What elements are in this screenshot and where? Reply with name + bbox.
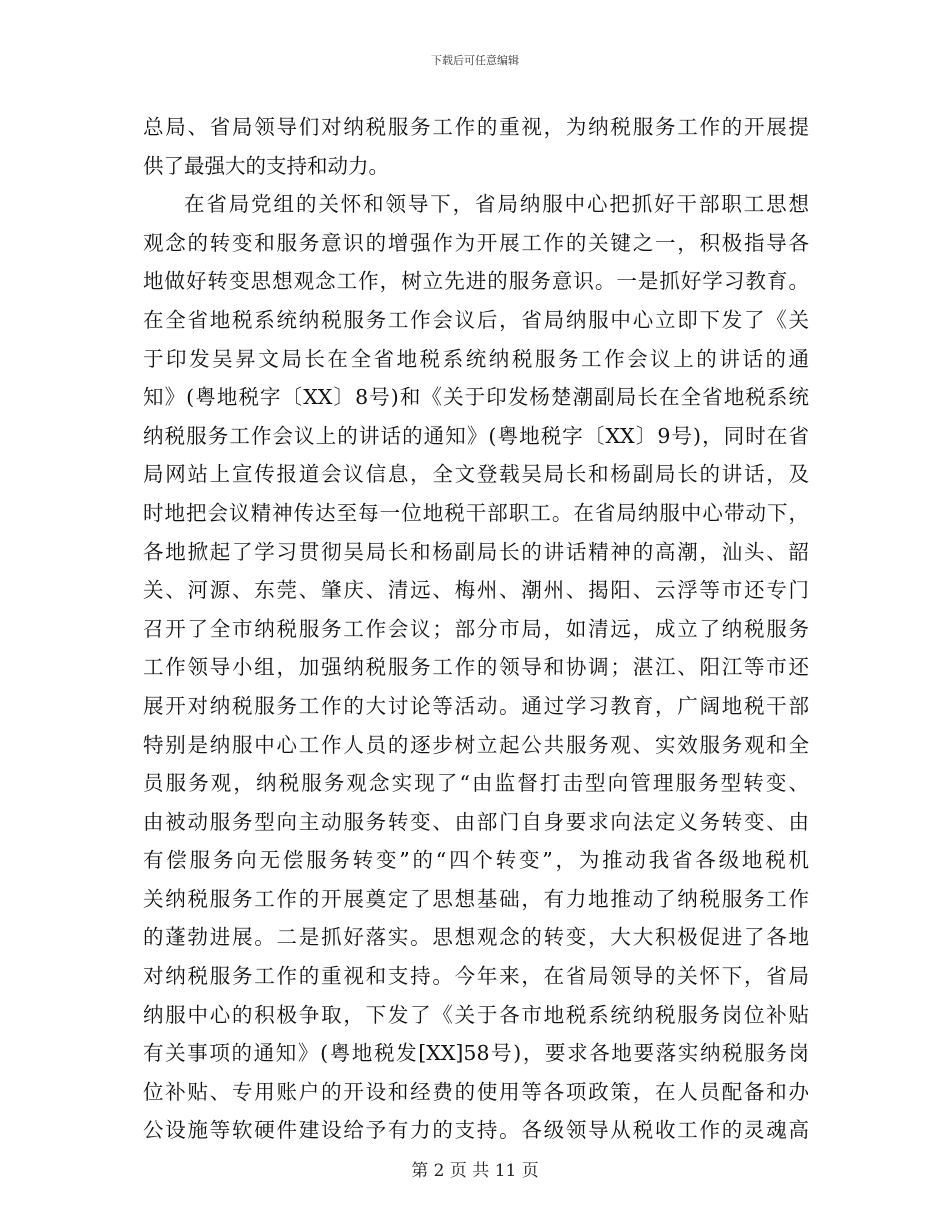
text-line: 在省局党组的关怀和领导下，省局纳服中心把抓好干部职工思想 xyxy=(184,192,809,217)
text-line: 观念的转变和服务意识的增强作为开展工作的关键之一，积极指导各 xyxy=(143,230,809,255)
text-line: 员服务观，纳税服务观念实现了“由监督打击型向管理服务型转变、 xyxy=(143,771,809,796)
text-line: 关纳税服务工作的开展奠定了思想基础，有力地推动了纳税服务工作 xyxy=(143,886,809,911)
text-line: 于印发吴昇文局长在全省地税系统纳税服务工作会议上的讲话的通 xyxy=(143,346,809,371)
page-header: 下载后可任意编辑 xyxy=(431,54,519,67)
text-line: 纳税服务工作会议上的讲话的通知》(粤地税字〔XX〕9号)，同时在省 xyxy=(143,423,809,448)
text-line: 位补贴、专用账户的开设和经费的使用等各项政策，在人员配备和办 xyxy=(143,1079,809,1104)
text-line: 供了最强大的支持和动力。 xyxy=(143,153,389,178)
text-line: 时地把会议精神传达至每一位地税干部职工。在省局纳服中心带动下， xyxy=(143,500,809,525)
text-line: 有关事项的通知》(粤地税发[XX]58号)，要求各地要落实纳税服务岗 xyxy=(143,1041,809,1066)
text-line: 在全省地税系统纳税服务工作会议后，省局纳服中心立即下发了《关 xyxy=(143,307,809,332)
text-line: 总局、省局领导们对纳税服务工作的重视，为纳税服务工作的开展提 xyxy=(143,115,809,139)
text-line: 由被动服务型向主动服务转变、由部门自身要求向法定义务转变、由 xyxy=(143,809,809,834)
text-line: 地做好转变思想观念工作，树立先进的服务意识。一是抓好学习教育。 xyxy=(143,269,809,294)
page-number-footer: 第 2 页 共 11 页 xyxy=(411,1161,539,1181)
text-line: 局网站上宣传报道会议信息，全文登载吴局长和杨副局长的讲话，及 xyxy=(143,462,809,487)
text-line: 召开了全市纳税服务工作会议；部分市局，如清远，成立了纳税服务 xyxy=(143,616,809,641)
document-body xyxy=(143,108,809,1150)
text-line: 关、河源、东莞、肇庆、清远、梅州、潮州、揭阳、云浮等市还专门 xyxy=(143,578,809,603)
text-line: 对纳税服务工作的重视和支持。今年来，在省局领导的关怀下，省局 xyxy=(143,964,809,989)
text-line: 特别是纳服中心工作人员的逐步树立起公共服务观、实效服务观和全 xyxy=(143,732,809,757)
text-line: 各地掀起了学习贯彻吴局长和杨副局长的讲话精神的高潮，汕头、韶 xyxy=(143,539,809,564)
text-line: 的蓬勃进展。二是抓好落实。思想观念的转变，大大积极促进了各地 xyxy=(143,925,809,950)
text-line: 工作领导小组，加强纳税服务工作的领导和协调；湛江、阳江等市还 xyxy=(143,655,809,680)
text-line: 展开对纳税服务工作的大讨论等活动。通过学习教育，广阔地税干部 xyxy=(143,693,809,718)
text-line: 知》(粤地税字〔XX〕8号)和《关于印发杨楚潮副局长在全省地税系统 xyxy=(143,385,809,410)
text-line: 纳服中心的积极争取，下发了《关于各市地税系统纳税服务岗位补贴 xyxy=(143,1002,809,1027)
text-line: 有偿服务向无偿服务转变”的“四个转变”，为推动我省各级地税机 xyxy=(143,848,809,873)
text-line: 公设施等软硬件建设给予有力的支持。各级领导从税收工作的灵魂高 xyxy=(143,1118,809,1143)
